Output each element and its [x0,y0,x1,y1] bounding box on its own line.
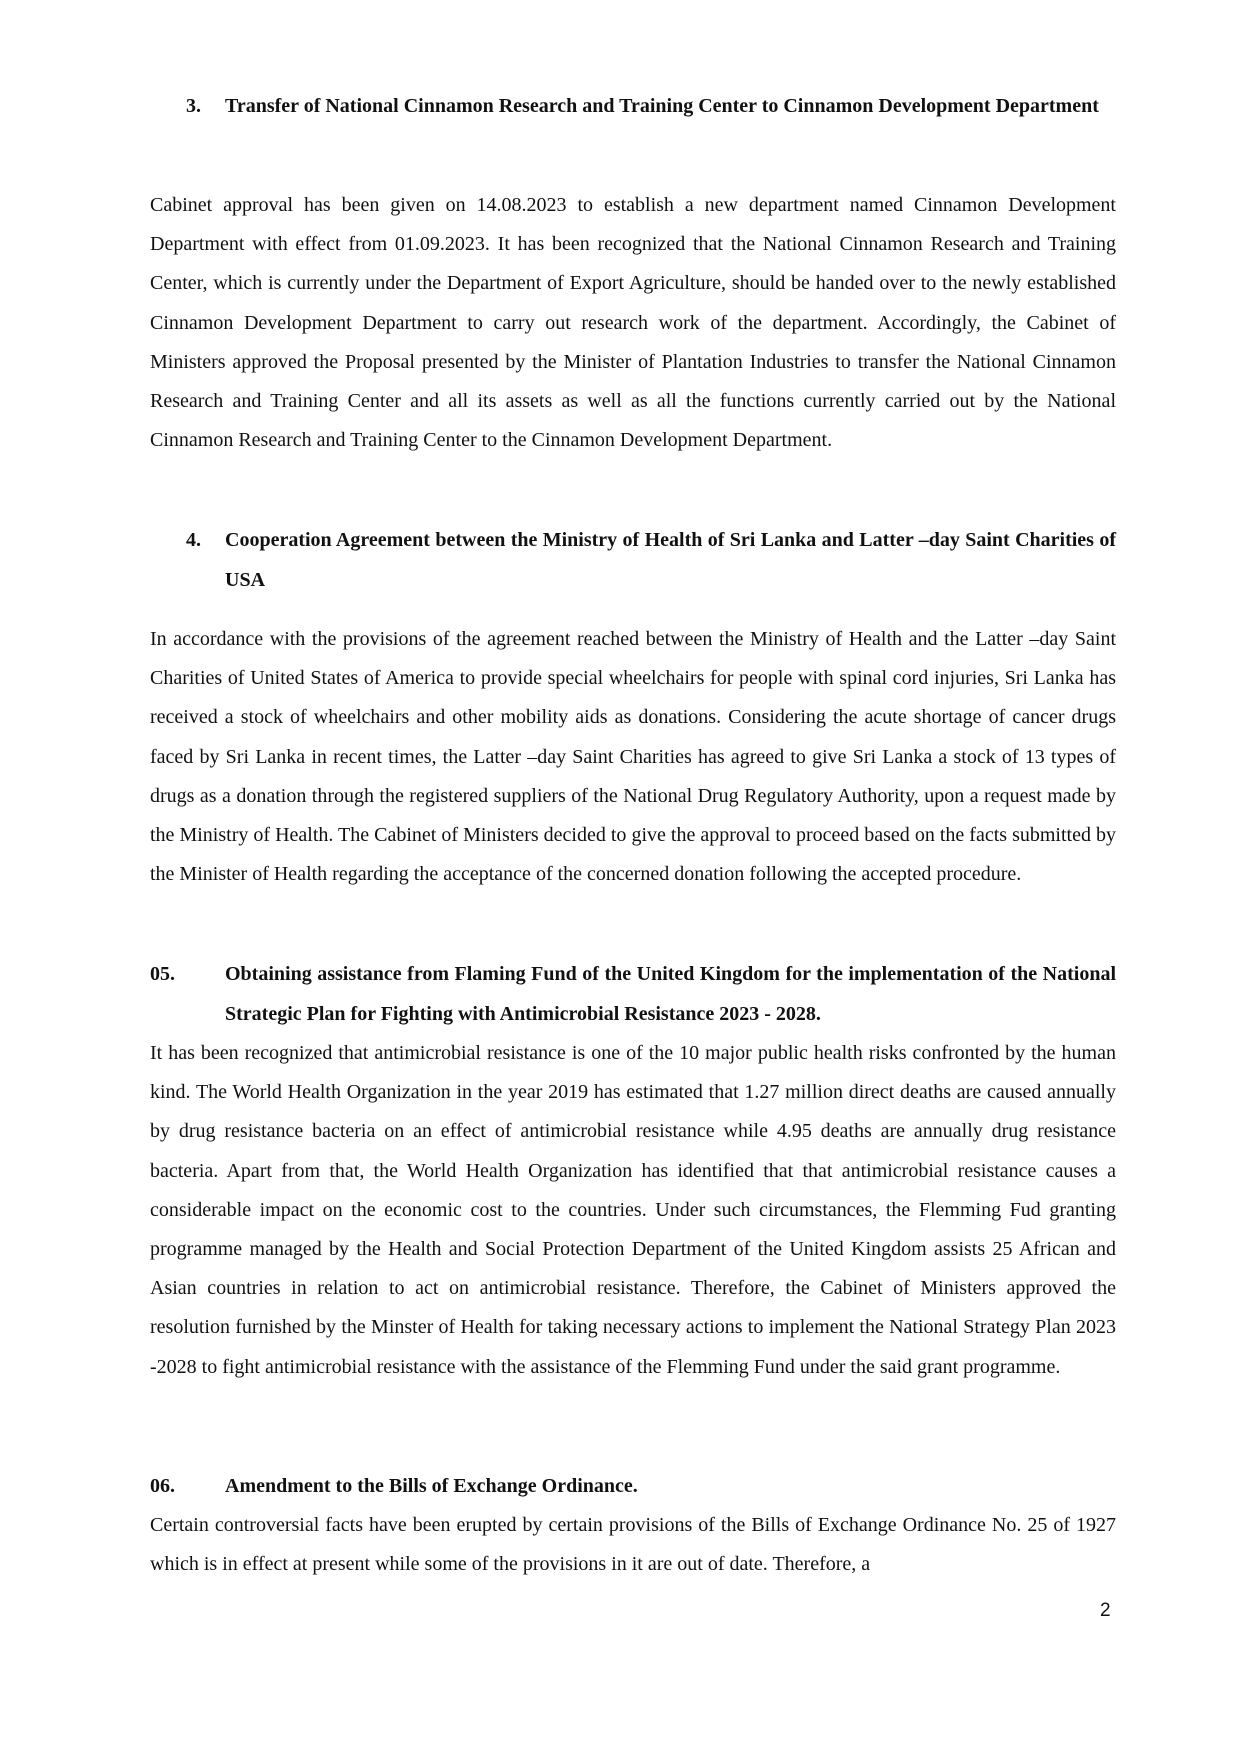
section-heading [186,86,1116,126]
section-body: In accordance with the provisions of the agreement reached between the Ministry of Health and the Latter –day Saint Charities of United States of America to provide special wheelchairs for people with spinal cord injuries, Sri Lanka has received a stock of wheelchairs and other mobility aids as donations. Considering the acute shortage of cancer drugs faced by Sri Lanka in recent times, the Latter –day Saint Charities has agreed to give Sri Lanka a stock of 13 types of drugs as a donation through the registered suppliers of the National Drug Regulatory Authority, upon a request made by the Ministry of Health. The Cabinet of Ministers decided to give the approval to proceed based on the facts submitted by the Minister of Health regarding the acceptance of the concerned donation following the accepted procedure. [150,628,1116,886]
section-body: It has been recognized that antimicrobial resistance is one of the 10 major public health risks confronted by the human kind. The World Health Organization in the year 2019 has estimated that 1.27 million direct deaths are caused annually by drug resistance bacteria on an effect of antimicrobial resistance while 4.95 deaths are annually drug resistance bacteria. Apart from that, the World Health Organization has identified that that antimicrobial resistance causes a considerable impact on the economic cost to the countries. Under such circumstances, the Flemming Fud granting programme managed by the Health and Social Protection Department of the United Kingdom assists 25 African and Asian countries in relation to act on antimicrobial resistance. Therefore, the Cabinet of Ministers approved the resolution furnished by the Minster of Health for taking necessary actions to implement the National Strategy Plan 2023 -2028 to fight antimicrobial resistance with the assistance of the Flemming Fund under the said grant programme. [150,1042,1116,1378]
section-title: Obtaining assistance from Flaming Fund of the United Kingdom for the implementation of the National Strategic Plan for Fighting with Antimicrobial Resistance 2023 - 2028. [225,963,1116,1025]
section-title: Cooperation Agreement between the Ministry of Health of Sri Lanka and Latter –day Saint Charities of USA [225,529,1116,591]
section-number: 3. [186,95,201,117]
section-heading [150,954,1116,1034]
section-title: Amendment to the Bills of Exchange Ordinance. [225,1475,638,1497]
section-body: Cabinet approval has been given on 14.08.2023 to establish a new department named Cinnamon Development Department with effect from 01.09.2023. It has been recognized that the National Cinnamon Research and Training Center, which is currently under the Department of Export Agriculture, should be handed over to the newly established Cinnamon Development Department to carry out research work of the department. Accordingly, the Cabinet of Ministers approved the Proposal presented by the Minister of Plantation Industries to transfer the National Cinnamon Research and Training Center and all its assets as well as all the functions currently carried out by the National Cinnamon Research and Training Center to the Cinnamon Development Department. [150,194,1116,452]
section-heading [150,1466,1116,1506]
section-number: 4. [186,529,201,551]
section-number: 06. [150,1475,175,1497]
section-body: Certain controversial facts have been erupted by certain provisions of the Bills of Exchange Ordinance No. 25 of 1927 which is in effect at present while some of the provisions in it are out of date. Therefore, a [150,1514,1116,1576]
section-number: 05. [150,963,175,985]
section-title: Transfer of National Cinnamon Research and Training Center to Cinnamon Development Department [225,95,1099,117]
page-number: 2 [1100,1600,1111,1621]
section-heading [186,520,1116,600]
